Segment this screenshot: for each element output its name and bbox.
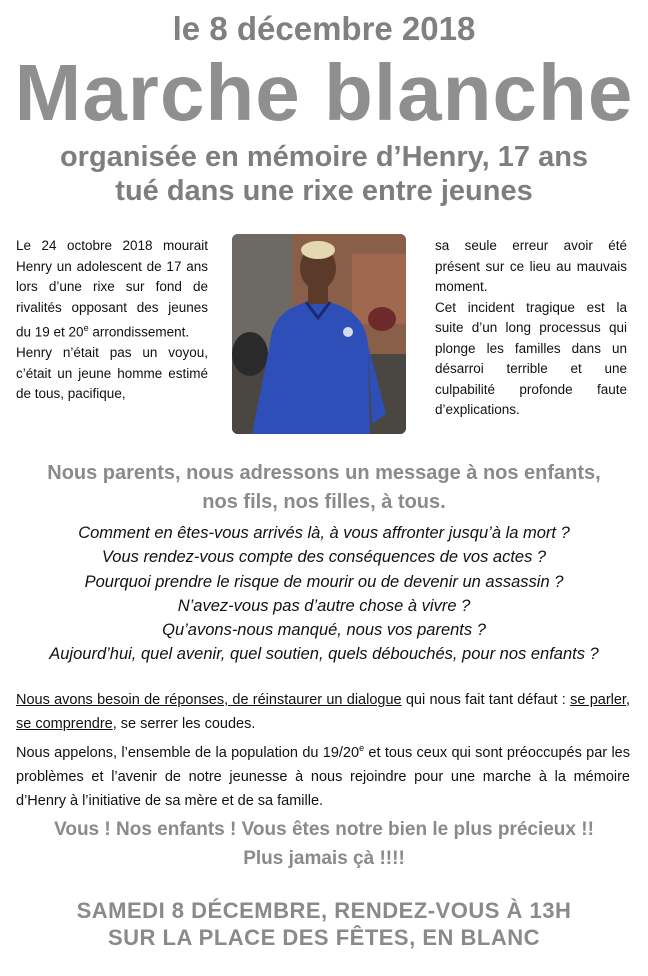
left-paragraph-1-text: Le 24 octobre 2018 mourait Henry un adolescent de 17 ans lors d’une rixe sur fond de rivalités opposant des jeunes du 19 et 20 (16, 238, 208, 340)
right-paragraph-2: Cet incident tragique est la suite d’un long processus qui plonge les familles dans un désarroi terrible et une culpabilité profonde faute d’explications. (435, 299, 627, 417)
portrait-illustration (232, 234, 406, 434)
underlined-phrase: Nous avons besoin de réponses, de réinstaurer un dialogue (16, 692, 402, 708)
left-paragraph-1 (16, 236, 208, 343)
appeal-text-segment: , se serrer les coudes. (112, 716, 256, 732)
underlined-phrase: se parler, se comprendre (16, 692, 630, 732)
left-paragraph-2: Henry n’était pas un voyou, c’était un jeune homme estimé de tous, pacifique, (16, 345, 208, 401)
right-paragraph-1: sa seule erreur avoir été présent sur ce lieu au mauvais moment. (435, 238, 627, 294)
message-line-2: nos fils, nos filles, à tous. (202, 491, 446, 513)
message-line-1: Nous parents, nous adressons un message à nos enfants, (47, 462, 601, 484)
appeal-paragraph-2 (16, 736, 630, 813)
appeal-text-segment: qui nous fait tant défaut : (401, 692, 571, 708)
appeal-text (16, 688, 630, 813)
superscript: e (83, 323, 89, 333)
question-line: Qu’avons-nous manqué, nous vos parents ? (162, 621, 486, 640)
rallying-cry (0, 815, 648, 873)
question-line: Pourquoi prendre le risque de mourir ou de devenir un assassin ? (84, 572, 564, 591)
superscript: e (359, 743, 365, 753)
subtitle-line-2: tué dans une rixe entre jeunes (115, 175, 533, 207)
appeal-text-segment: Nous appelons, l’ensemble de la population du 19/20 (16, 744, 360, 761)
event-line-1: SAMEDI 8 DÉCEMBRE, RENDEZ-VOUS À 13H (76, 898, 572, 923)
question-line: Comment en êtes-vous arrivés là, à vous affronter jusqu’à la mort ? (78, 524, 570, 542)
main-title: Marche blanche (14, 48, 634, 137)
event-line-2: SUR LA PLACE DES FÊTES, EN BLANC (108, 925, 540, 950)
appeal-text-segment: et tous ceux qui sont préoccupés par les problèmes et l’avenir de notre jeunesse à nous rejoindre pour une marche à la mémoire d’Henry à l’initiative de sa mère et de sa famille. (16, 744, 630, 809)
right-column-text (435, 236, 627, 421)
questions-list (0, 521, 648, 667)
question-line: N’avez-vous pas d’autre chose à vivre ? (177, 596, 471, 615)
message-heading (0, 459, 648, 517)
question-line: Aujourd’hui, quel avenir, quel soutien, quels débouchés, pour nos enfants ? (49, 645, 599, 664)
appeal-paragraph-1 (16, 688, 630, 736)
cry-line-2: Plus jamais çà !!!! (243, 848, 405, 869)
question-line: Vous rendez-vous compte des conséquences de vos actes ? (101, 548, 547, 567)
left-paragraph-1-end: arrondissement. (88, 324, 190, 340)
left-column-text (16, 236, 208, 405)
subtitle (0, 140, 648, 208)
date-line: le 8 décembre 2018 (172, 10, 476, 47)
henry-photo (232, 234, 406, 434)
event-details (0, 897, 648, 951)
cry-line-1: Vous ! Nos enfants ! Vous êtes notre bien le plus précieux !! (54, 819, 594, 840)
subtitle-line-1: organisée en mémoire d’Henry, 17 ans (59, 141, 589, 173)
